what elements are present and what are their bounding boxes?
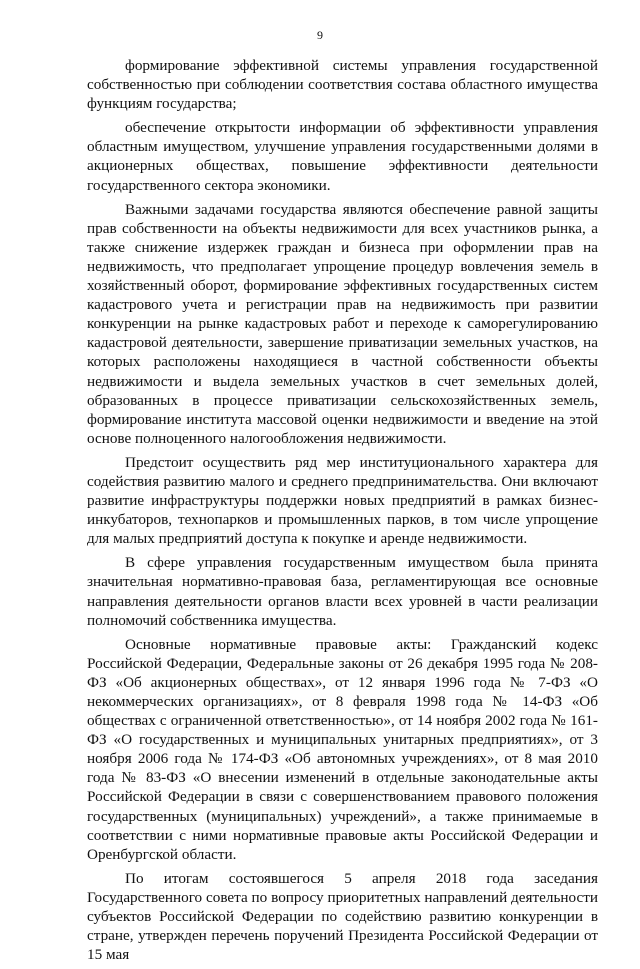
paragraph-2: обеспечение открытости информации об эффективности управления областным имуществом, улучшение управления государственными долями в акционерных обществах, повышение эффективности деятельности государственного сектора экономики.	[87, 119, 598, 194]
paragraph-3: Важными задачами государства являются обеспечение равной защиты прав собственности на объекты недвижимости для всех участников рынка, а также снижение издержек граждан и бизнеса при оформлении прав на недвижимость, что предполагает упрощение процедур вовлечения земель в хозяйственный оборот, формирование эффективных государственных систем кадастрового учета и регистрации прав на недвижимость при развитии конкуренции на рынке кадастровых работ и переходе к саморегулированию кадастровой деятельности, завершение приватизации земельных участков, на которых расположены находящиеся в частной собственности объекты недвижимости и выдела земельных участков в счет земельных долей, образованных в процессе приватизации сельскохозяйственных земель, формирование института массовой оценки недвижимости и введение на этой основе полноценного налогообложения недвижимости.	[87, 200, 598, 447]
paragraph-7: По итогам состоявшегося 5 апреля 2018 года заседания Государственного совета по вопросу приоритетных направлений деятельности субъектов Российской Федерации по содействию развитию конкуренции в стране, утвержден перечень поручений Президента Российской Федерации от 15 мая	[87, 869, 598, 964]
paragraph-1: формирование эффективной системы управления государственной собственностью при соблюдении соответствия состава областного имущества функциям государства;	[87, 57, 598, 113]
page-number: 9	[317, 28, 323, 42]
paragraph-6: Основные нормативные правовые акты: Гражданский кодекс Российской Федерации, Федеральные законы от 26 декабря 1995 года № 208-ФЗ «Об акционерных обществах», от 12 января 1996 года № 7-ФЗ «О некоммерческих организациях», от 8 февраля 1998 года № 14-ФЗ «Об обществах с ограниченной ответственностью», от 14 ноября 2002 года № 161-ФЗ «О государственных и муниципальных унитарных предприятиях», от 3 ноября 2006 года № 174-ФЗ «Об автономных учреждениях», от 8 мая 2010 года № 83-ФЗ «О внесении изменений в отдельные законодательные акты Российской Федерации в связи с совершенствованием правового положения государственных (муниципальных) учреждений», а также принимаемые в соответствии с ними нормативные правовые акты Российской Федерации и Оренбургской области.	[87, 635, 598, 863]
paragraph-4: Предстоит осуществить ряд мер институционального характера для содействия развитию малого и среднего предпринимательства. Они включают развитие инфраструктуры поддержки новых предприятий в рамках бизнес-инкубаторов, технопарков и промышленных парков, в том числе упрощение для малых предприятий доступа к покупке и аренде недвижимости.	[87, 453, 598, 548]
paragraph-5: В сфере управления государственным имуществом была принята значительная нормативно-правовая база, регламентирующая все основные направления деятельности органов власти всех уровней в части реализации полномочий собственника имущества.	[87, 554, 598, 629]
document-body	[87, 56, 598, 969]
